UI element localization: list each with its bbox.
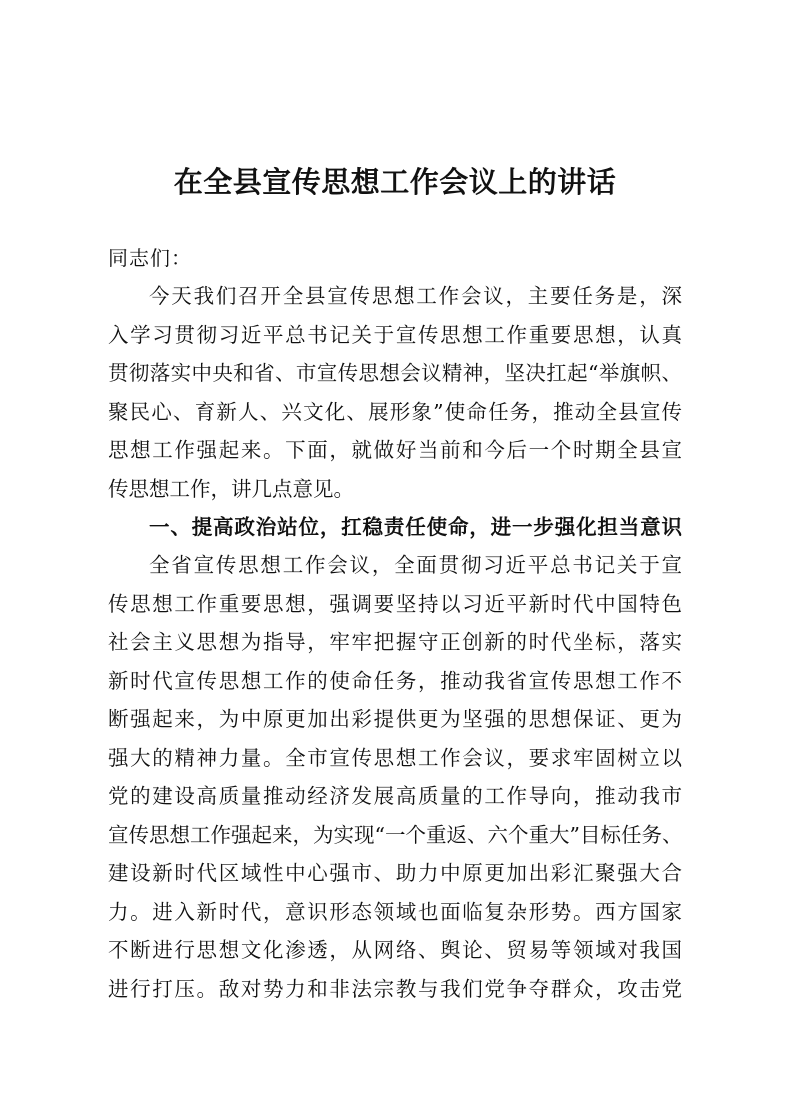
salutation: 同志们： xyxy=(108,246,192,270)
paragraph-line: 新时代宣传思想工作的使命任务，推动我省宣传思想工作不 xyxy=(108,668,682,693)
paragraph-line: 不断进行思想文化渗透，从网络、舆论、贸易等领域对我国 xyxy=(108,938,682,962)
paragraph-line: 传思想工作重要思想，强调要坚持以习近平新时代中国特色 xyxy=(108,591,682,616)
paragraph-line: 建设新时代区域性中心强市、助力中原更加出彩汇聚强大合 xyxy=(108,861,682,885)
paragraph-line: 社会主义思想为指导，牢牢把握守正创新的时代坐标，落实 xyxy=(108,630,682,654)
section-heading: 一、提高政治站位，扛稳责任使命，进一步强化担当意识 xyxy=(149,515,682,539)
paragraph-section-1 xyxy=(108,546,682,1008)
paragraph-line: 全省宣传思想工作会议，全面贯彻习近平总书记关于宣 xyxy=(149,553,682,577)
paragraph-line: 宣传思想工作强起来，为实现“一个重返、六个重大”目标任务、 xyxy=(108,822,682,847)
paragraph-line: 断强起来，为中原更加出彩提供更为坚强的思想保证、更为 xyxy=(108,707,682,731)
paragraph-line: 进行打压。敌对势力和非法宗教与我们党争夺群众，攻击党 xyxy=(108,976,682,1001)
paragraph-line: 党的建设高质量推动经济发展高质量的工作导向，推动我市 xyxy=(108,784,682,808)
document-title: 在全县宣传思想工作会议上的讲话 xyxy=(173,165,617,199)
paragraph-line: 聚民心、育新人、兴文化、展形象”使命任务，推动全县宣传 xyxy=(108,399,682,424)
paragraph-line: 贯彻落实中央和省、市宣传思想会议精神，坚决扛起“举旗帜、 xyxy=(108,361,682,385)
paragraph-line: 今天我们召开全县宣传思想工作会议，主要任务是，深 xyxy=(149,284,682,308)
paragraph-line: 强大的精神力量。全市宣传思想工作会议，要求牢固树立以 xyxy=(108,745,682,770)
paragraph-line: 力。进入新时代，意识形态领域也面临复杂形势。西方国家 xyxy=(108,899,682,924)
paragraph-intro xyxy=(108,277,682,508)
paragraph-line: 入学习贯彻习近平总书记关于宣传思想工作重要思想，认真 xyxy=(108,322,682,347)
paragraph-line: 传思想工作，讲几点意见。 xyxy=(108,476,354,501)
paragraph-line: 思想工作强起来。下面，就做好当前和今后一个时期全县宣 xyxy=(108,438,682,462)
section-heading-block xyxy=(108,508,682,547)
